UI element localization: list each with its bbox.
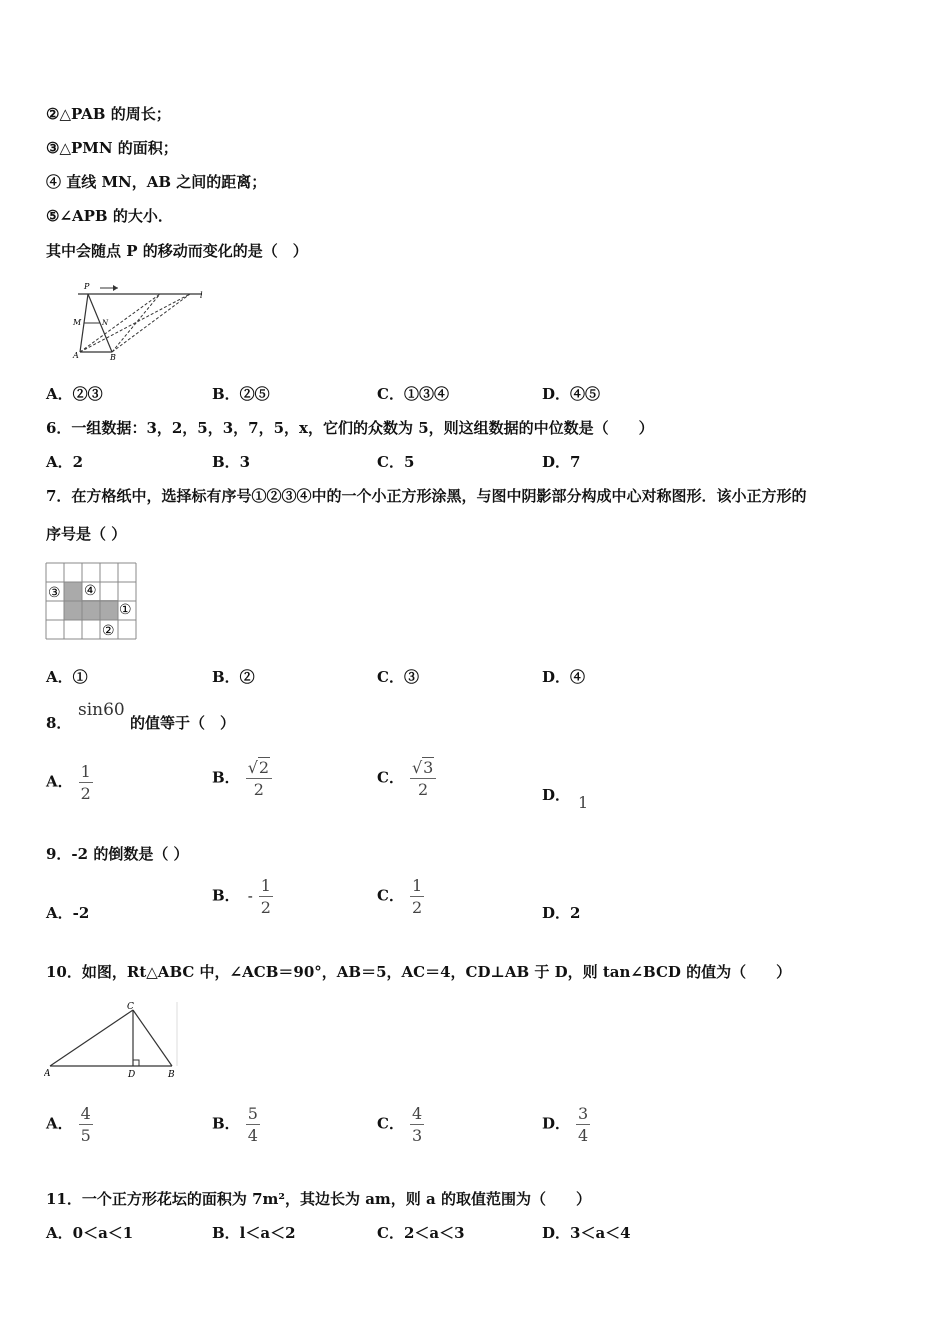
q9-option-c-fraction: $\frac{1}{2}$ [411,876,423,917]
q5-option-b[interactable]: B．②⑤ [212,385,270,403]
q9-option-c-label: C． [377,886,404,905]
q11-option-d[interactable]: D．3＜a＜4 [542,1224,631,1242]
q5-label-m: M [73,318,82,327]
q7-grid-figure [45,562,139,642]
q8-option-d-label: D． [542,786,571,804]
q6-stem: 6．一组数据：3，2，5，3，7，5，x，它们的众数为 5，则这组数据的中位数是（ ） [46,419,654,437]
q10-option-a[interactable] [46,1104,93,1145]
q5-label-a: A [73,351,79,360]
q6-option-c[interactable]: C．5 [377,453,415,471]
q10-triangle-figure [44,1000,179,1080]
q7-option-c[interactable]: C．③ [377,668,419,686]
q8-expression: sin60 [78,700,125,720]
q9-option-a[interactable]: A．-2 [46,904,90,922]
q11-option-a[interactable]: A．0＜a＜1 [46,1224,134,1242]
q9-option-b-fraction: $\frac{1}{2}$ [260,876,271,917]
q7-mark-3: ③ [48,585,61,601]
q7-mark-1: ① [119,602,132,618]
q8-option-b-label: B． [212,768,240,787]
q8-option-c-fraction: $\frac{√3}{2}$ [410,758,436,799]
q6-option-d[interactable]: D．7 [542,453,581,471]
q5-figure [70,280,210,362]
q5-label-l: l [200,291,203,300]
q9-option-b[interactable] [212,876,273,917]
q10-option-c-fraction: $\frac{4}{3}$ [411,1104,423,1145]
q8-option-d-value: 1 [578,793,589,812]
q8-option-a-fraction: $\frac{1}{2}$ [80,762,91,803]
q10-option-c-label: C． [377,1114,404,1133]
q5-label-p: P [84,282,90,291]
q9-option-c[interactable] [377,876,424,917]
q5-option-a[interactable]: A．②③ [46,385,103,403]
q10-label-b: B [168,1070,175,1080]
q5-option-c[interactable]: C．①③④ [377,385,449,403]
q10-option-d-fraction: $\frac{3}{4}$ [578,1104,589,1145]
q8-option-b-fraction: $\frac{√2}{2}$ [246,758,272,799]
q5-item-5: ⑤∠APB 的大小． [46,207,173,225]
q7-mark-4: ④ [84,583,97,599]
q7-option-a[interactable]: A．① [46,668,88,686]
q7-option-d[interactable]: D．④ [542,668,586,686]
q9-option-b-label: B． [212,886,240,905]
q6-option-b[interactable]: B．3 [212,453,251,471]
q8-option-c[interactable] [377,758,436,799]
q10-option-d-label: D． [542,1114,571,1133]
q8-option-c-label: C． [377,768,404,787]
q5-label-b: B [110,353,116,362]
q11-option-b[interactable]: B．l＜a＜2 [212,1224,296,1242]
q10-option-a-label: A． [46,1114,73,1133]
q8-stem: 的值等于（ ） [130,714,236,732]
q7-stem-line2: 序号是（ ） [46,525,127,543]
q7-stem-line1: 7．在方格纸中，选择标有序号①②③④中的一个小正方形涂黑，与图中阴影部分构成中心对称图形．该小正方形的 [46,487,807,505]
q10-label-c: C [127,1002,134,1012]
q11-option-c[interactable]: C．2＜a＜3 [377,1224,465,1242]
q5-option-d[interactable]: D．④⑤ [542,385,601,403]
q8-number: 8． [46,714,72,732]
q10-option-b-fraction: $\frac{5}{4}$ [247,1104,258,1145]
q10-label-d: D [128,1070,136,1080]
q9-option-b-sign: - [247,886,253,905]
q11-stem: 11．一个正方形花坛的面积为 7m²，其边长为 am，则 a 的取值范围为（ ） [46,1190,591,1208]
q9-stem: 9．-2 的倒数是（ ） [46,845,189,863]
q10-option-b-label: B． [212,1114,240,1133]
q8-option-b[interactable] [212,758,272,799]
q5-item-2: ②△PAB 的周长； [46,105,171,123]
q10-option-c[interactable] [377,1104,424,1145]
q8-option-d[interactable] [542,784,589,812]
q8-option-a[interactable] [46,762,93,803]
q7-option-b[interactable]: B．② [212,668,255,686]
q10-option-a-fraction: $\frac{4}{5}$ [80,1104,91,1145]
q5-label-n: N [102,319,109,327]
q5-stem: 其中会随点 P 的移动而变化的是（ ） [46,242,308,260]
q10-stem: 10．如图，Rt△ABC 中，∠ACB＝90°，AB＝5，AC＝4，CD⊥AB 于 D，则 tan∠BCD 的值为（ ） [46,963,792,981]
q8-option-a-label: A． [46,772,73,791]
q10-label-a: A [44,1069,51,1079]
q5-item-4: ④ 直线 MN，AB 之间的距离； [46,173,267,191]
q10-option-b[interactable] [212,1104,260,1145]
q5-item-3: ③△PMN 的面积； [46,139,178,157]
q7-mark-2: ② [102,623,115,639]
q9-option-d[interactable]: D．2 [542,904,581,922]
q6-option-a[interactable]: A．2 [46,453,84,471]
q10-option-d[interactable] [542,1104,590,1145]
